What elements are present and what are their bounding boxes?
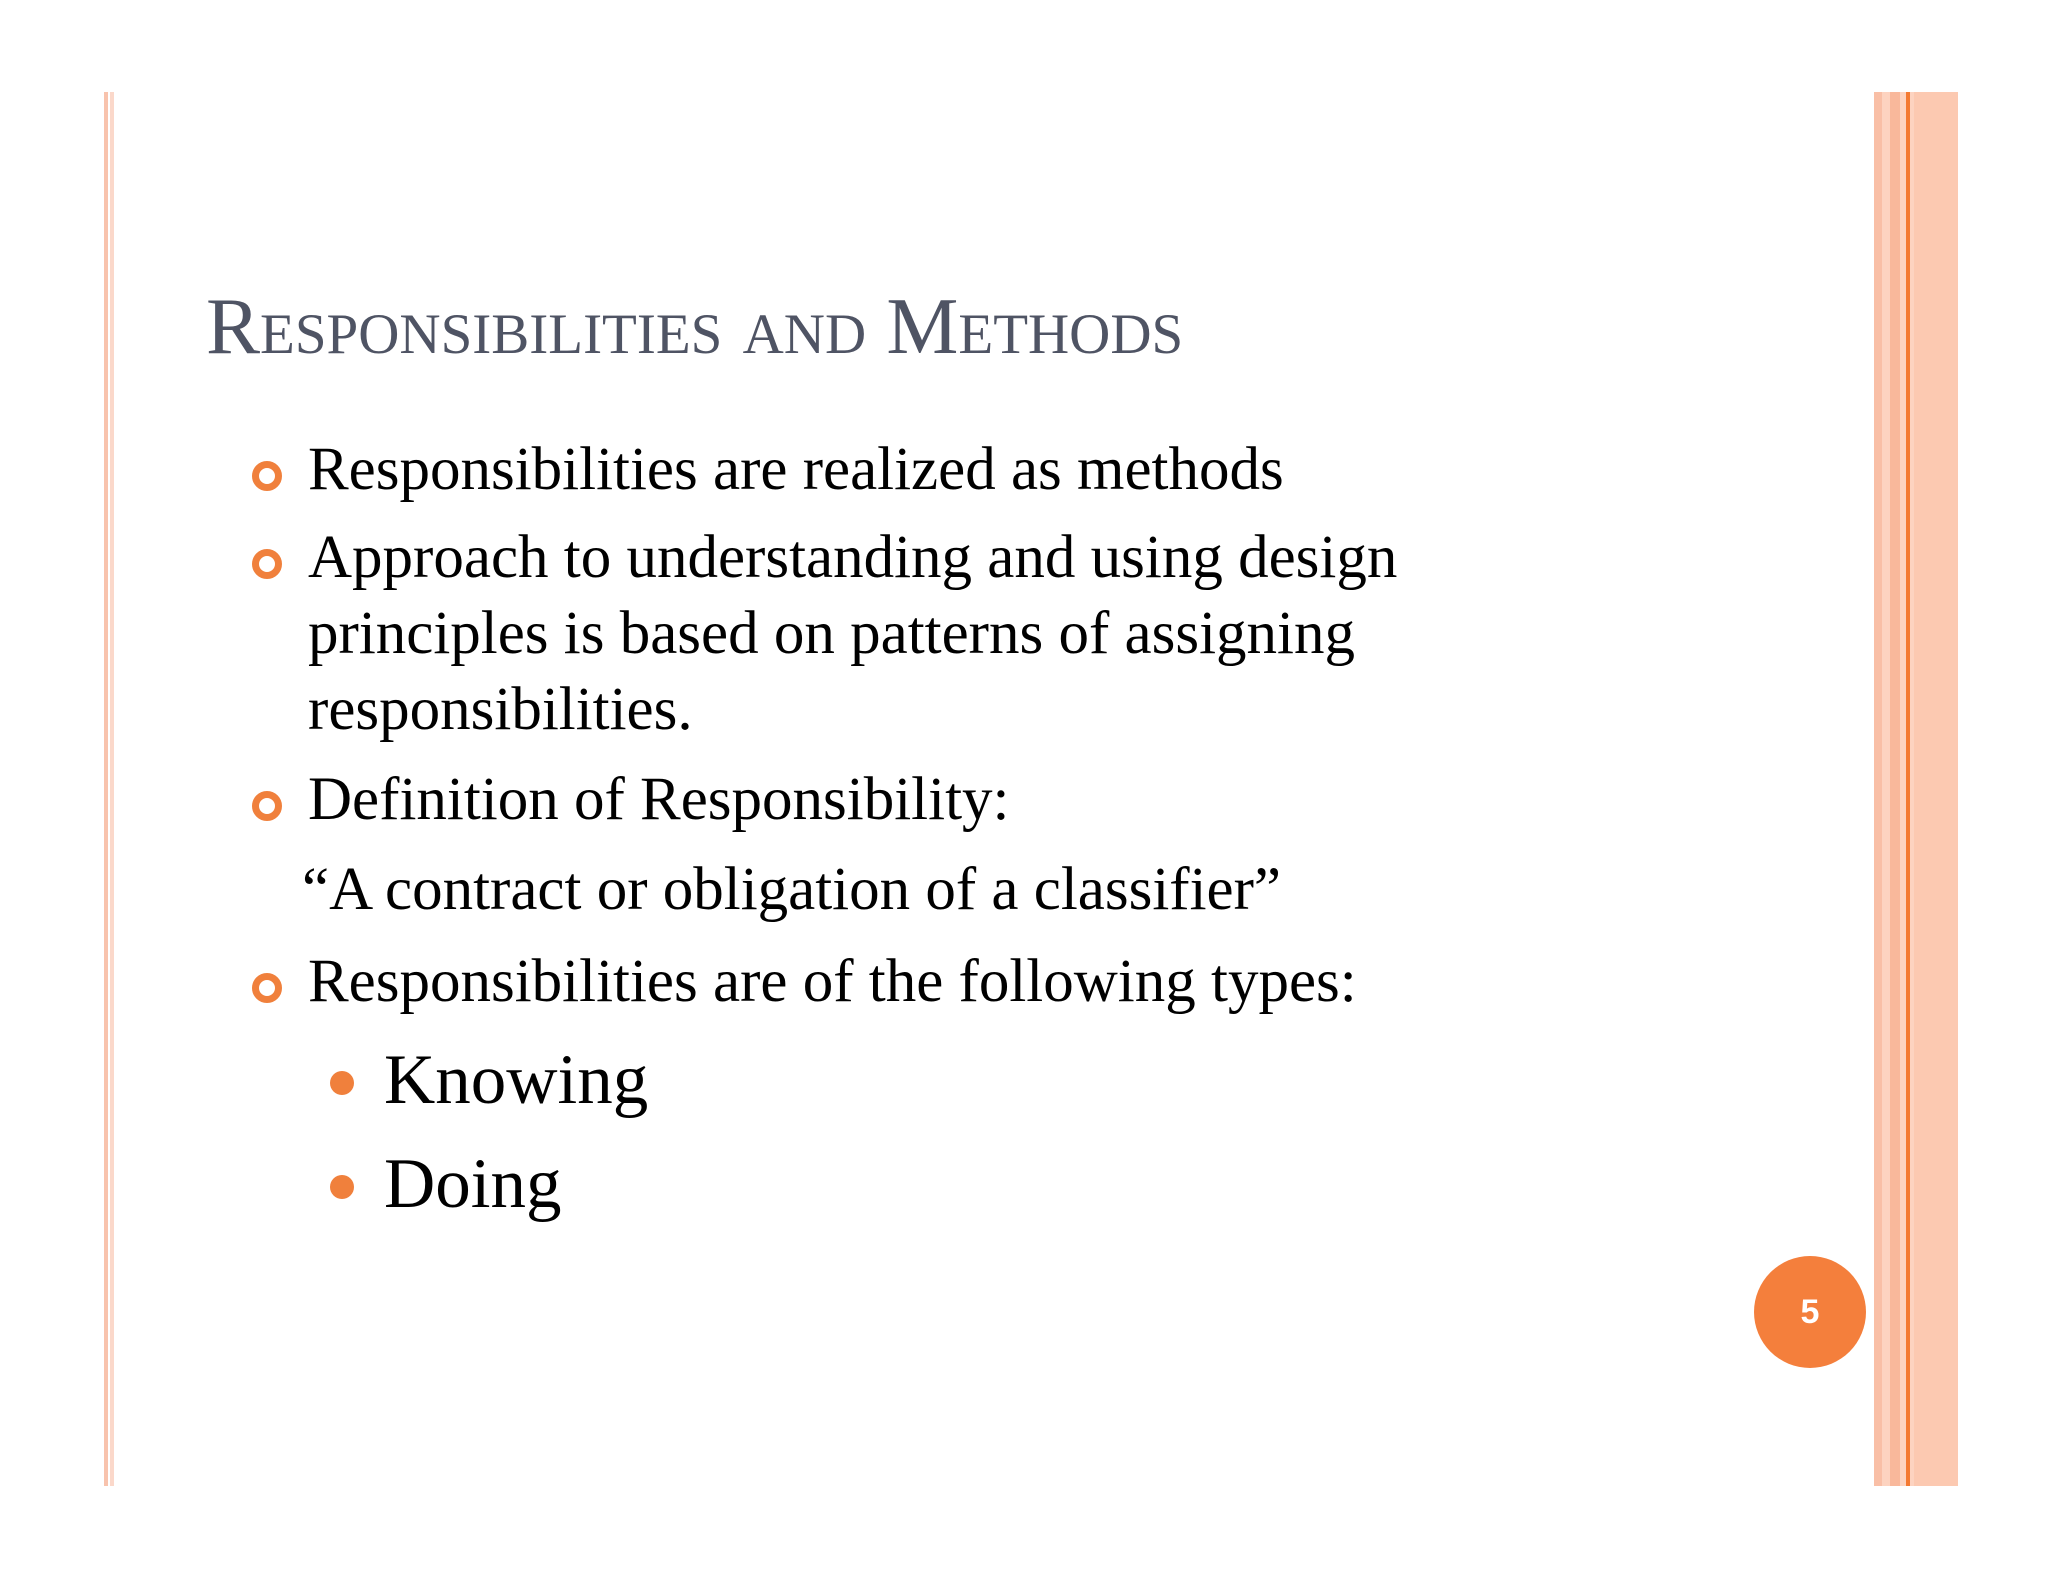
ring-bullet-icon xyxy=(252,791,282,821)
bullet-text: Definition of Responsibility: xyxy=(308,766,1010,833)
slide-title: Responsibilities and Methods xyxy=(206,281,1184,371)
ring-bullet-icon xyxy=(252,461,282,491)
page-number-badge: 5 xyxy=(1754,1256,1866,1368)
ring-bullet-icon xyxy=(252,973,282,1003)
dot-bullet-icon xyxy=(330,1071,354,1095)
ring-bullet-icon xyxy=(252,549,282,579)
bullet-text-line: principles is based on patterns of assigning xyxy=(308,600,1355,667)
sub-bullet-text: Knowing xyxy=(384,1041,649,1119)
bullet-text-line: Approach to understanding and using design xyxy=(308,524,1398,591)
sub-bullet-text: Doing xyxy=(384,1145,562,1223)
definition-quote: “A contract or obligation of a classifier” xyxy=(302,856,1282,923)
bullet-text-line: responsibilities. xyxy=(308,676,693,743)
dot-bullet-icon xyxy=(330,1175,354,1199)
bullet-text: Responsibilities are realized as methods xyxy=(308,436,1284,503)
bullet-text: Responsibilities are of the following types: xyxy=(308,948,1357,1015)
